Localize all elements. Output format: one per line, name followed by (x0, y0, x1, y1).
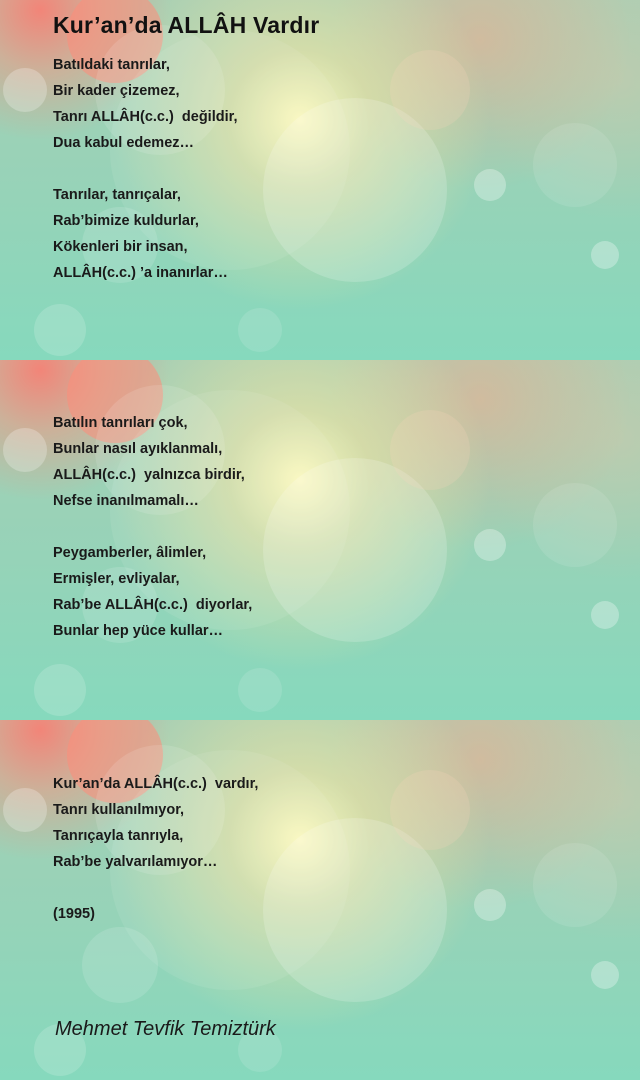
poem-line: Tanrıçayla tanrıyla, (53, 828, 184, 844)
poem-line: Kökenleri bir insan, (53, 239, 188, 255)
stanza-2 (53, 182, 228, 286)
poem-line: Ermişler, evliyalar, (53, 571, 180, 587)
poem-line: Batılın tanrıları çok, (53, 415, 188, 431)
poem-line: Nefse inanılmamalı… (53, 493, 199, 509)
poem-line: Tanrılar, tanrıçalar, (53, 187, 181, 203)
stanza-4 (53, 540, 252, 644)
poem-year-block (53, 901, 95, 927)
stanza-5 (53, 771, 258, 875)
poem-line: Bunlar hep yüce kullar… (53, 623, 224, 639)
poem-title: Kur’an’da ALLÂH Vardır (53, 12, 320, 38)
poem-line: Tanrı ALLÂH(c.c.) değildir, (53, 109, 238, 125)
poem-line: Kur’an’da ALLÂH(c.c.) vardır, (53, 776, 259, 792)
poem-panel-2 (0, 360, 640, 720)
poem-line: ALLÂH(c.c.) ’a inanırlar… (53, 265, 228, 281)
poem-line: Rab’bimize kuldurlar, (53, 213, 199, 229)
stanza-3 (53, 410, 245, 514)
poem-line: Rab’be yalvarılamıyor… (53, 854, 218, 870)
poem-line: Tanrı kullanılmıyor, (53, 802, 185, 818)
poem-panel-1 (0, 0, 640, 360)
poem-line: Bir kader çizemez, (53, 83, 180, 99)
poem-author: Mehmet Tevfik Temiztürk (55, 1018, 276, 1040)
poem-line: Rab’be ALLÂH(c.c.) diyorlar, (53, 597, 253, 613)
poem-line: ALLÂH(c.c.) yalnızca birdir, (53, 467, 245, 483)
poem-line: Bunlar nasıl ayıklanmalı, (53, 441, 223, 457)
poem-line: Dua kabul edemez… (53, 135, 195, 151)
poem-year: (1995) (53, 906, 95, 922)
poem-panel-3 (0, 720, 640, 1080)
poem-line: Batıldaki tanrılar, (53, 57, 170, 73)
poem-line: Peygamberler, âlimler, (53, 545, 207, 561)
stanza-1 (53, 52, 238, 156)
